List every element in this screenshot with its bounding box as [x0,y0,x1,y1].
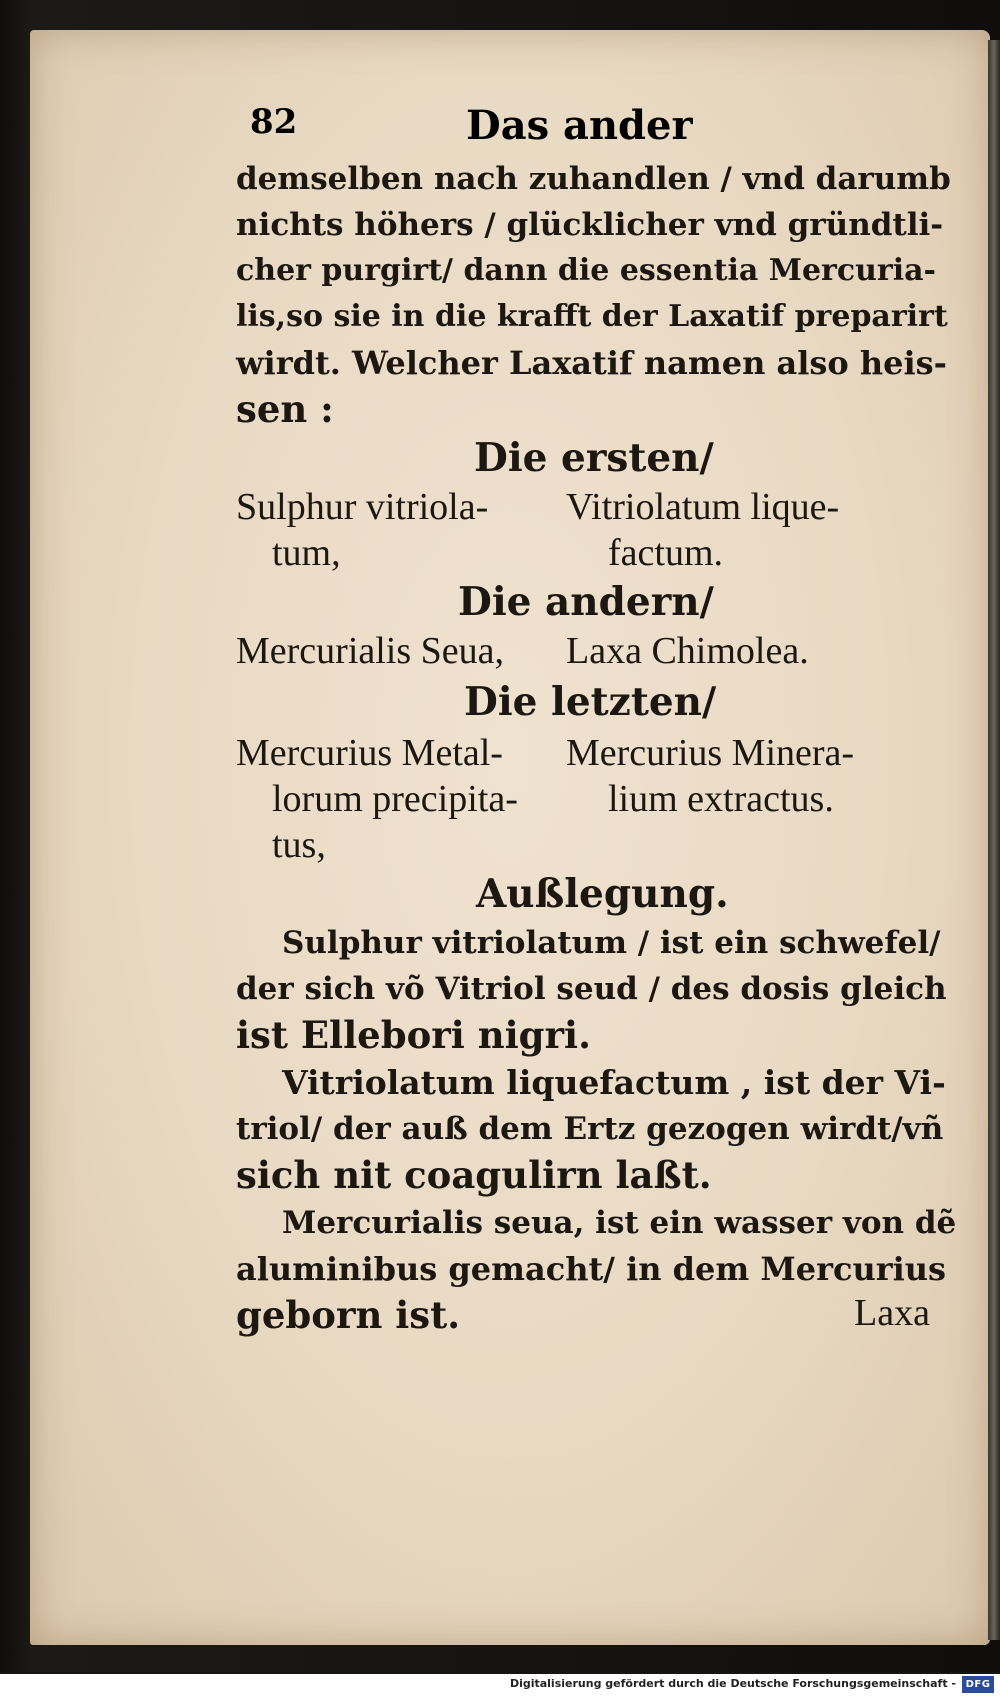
term-right: Mercurius Minera- [566,732,855,774]
section-heading: Die letzten/ [464,679,717,725]
page-header [236,102,956,150]
text-line: nichts höhers / glücklicher vnd gründtli- [236,207,944,243]
text-line: Sulphur vitriolatum / ist ein schwefel/ [282,925,941,961]
term-left: tus, [272,824,326,866]
term-right: lium extractus. [608,778,834,820]
text-line: lis,so sie in die krafft der Laxatif preparirt [236,299,948,334]
text-line: Mercurialis seua, ist ein wasser von dẽ [282,1205,957,1241]
text-line: ist Ellebori nigri. [236,1013,591,1057]
term-left: Mercurialis Seua, [236,630,505,672]
funding-credit: Digitalisierung gefördert durch die Deutsche Forschungsgemeinschaft - [509,1677,956,1690]
section-heading: Außlegung. [476,871,729,917]
text-line: wirdt. Welcher Laxatif namen also heis- [236,344,947,382]
text-line: triol/ der auß dem Ertz gezogen wirdt/vñ [236,1111,944,1147]
text-line: cher purgirt/ dann die essentia Mercuria- [236,253,937,288]
dfg-logo-icon: DFG [962,1676,994,1693]
term-right: factum. [608,532,724,574]
term-left: tum, [272,532,341,574]
running-head: Das ander [466,102,693,149]
term-left: Mercurius Metal- [236,732,503,774]
text-line: der sich võ Vitriol seud / des dosis gleich [236,971,947,1007]
text-line: Vitriolatum liquefactum , ist der Vi- [282,1063,946,1102]
text-line: geborn ist. [236,1293,461,1337]
text-line: demselben nach zuhandlen / vnd darumb [236,161,951,197]
section-heading: Die ersten/ [474,435,714,481]
term-right: Vitriolatum lique- [566,486,840,528]
text-line: sich nit coagulirn laßt. [236,1153,712,1197]
text-line: aluminibus gemacht/ in dem Mercurius [236,1250,947,1288]
catchword: Laxa [854,1292,930,1334]
term-left: lorum precipita- [272,778,518,820]
text-line: sen : [236,387,334,431]
term-right: Laxa Chimolea. [566,630,809,672]
page-edge [988,40,1000,1640]
footer-bar [0,1674,1000,1697]
section-heading: Die andern/ [458,579,714,625]
page-number: 82 [250,102,298,142]
term-left: Sulphur vitriola- [236,486,489,528]
